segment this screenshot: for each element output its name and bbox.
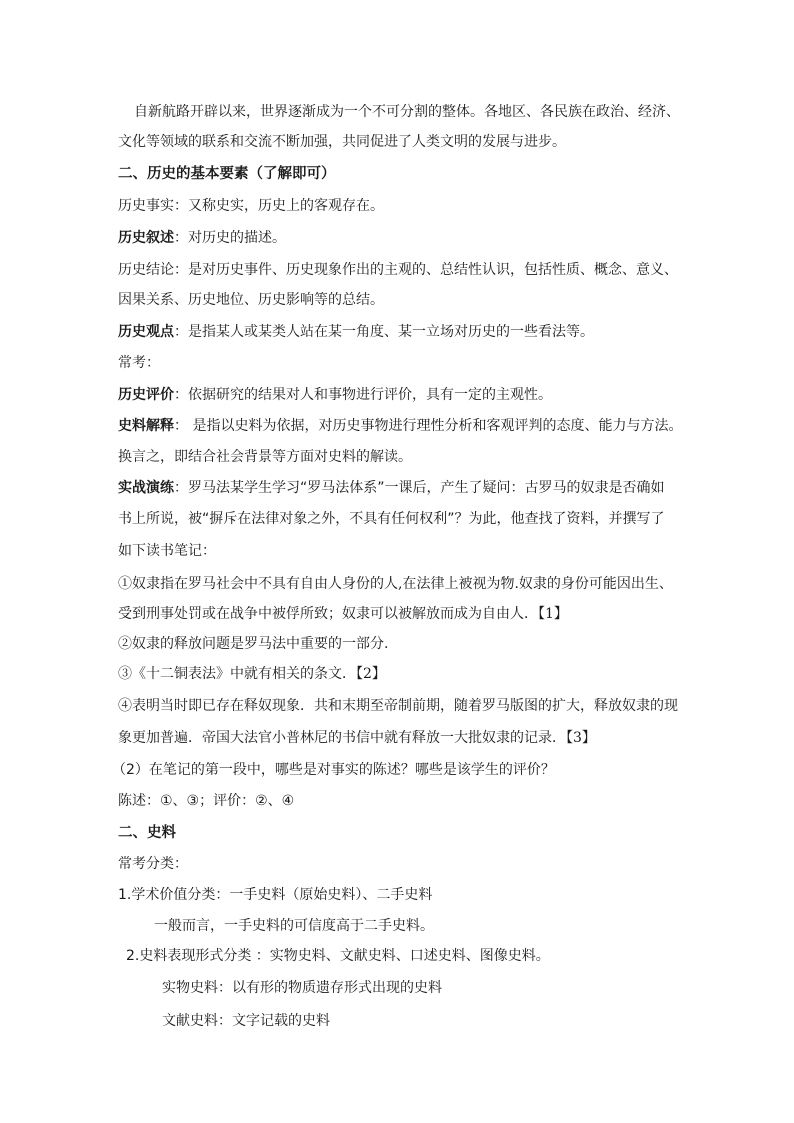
text-evaluation: ：依据研究的结果对人和事物进行评价，具有一定的主观性。 bbox=[174, 387, 552, 403]
paragraph-viewpoint bbox=[118, 322, 594, 342]
paragraph-evaluation bbox=[118, 385, 552, 405]
term-fact: 历史事实 bbox=[118, 198, 174, 214]
note-1-line-1: ①奴隶指在罗马社会中不具有自由人身份的人,在法律上被视为物.奴隶的身份可能因出生、 bbox=[118, 576, 673, 592]
term-viewpoint: 历史观点 bbox=[118, 324, 174, 340]
text-conclusion-1: ：是对历史事件、历史现象作出的主观的、总结性认识，包括性质、概念、意义、 bbox=[174, 262, 678, 278]
exercise-answer: 陈述：①、③；评价：②、④ bbox=[118, 793, 295, 809]
text-interpretation-1: ： 是指以史料为依据，对历史事物进行理性分析和客观评判的态度、能力与方法。 bbox=[174, 418, 683, 434]
paragraph-narrative bbox=[118, 228, 286, 248]
section-heading-sources: 二、史料 bbox=[118, 825, 176, 841]
common-label: 常考： bbox=[118, 355, 160, 371]
text-exercise-1: ：罗马法某学生学习“罗马法体系”一课后，产生了疑问：古罗马的奴隶是否确如 bbox=[174, 480, 665, 496]
paragraph-fact bbox=[118, 196, 384, 216]
sources-item-1-note: 一般而言，一手史料的可信度高于二手史料。 bbox=[154, 918, 434, 934]
text-exercise-3: 如下读书笔记： bbox=[118, 543, 216, 559]
note-1-line-2: 受到刑事处罚或在战争中被俘所致；奴隶可以被解放而成为自由人．【1】 bbox=[118, 606, 568, 622]
intro-line-1: 自新航路开辟以来，世界逐渐成为一个不可分割的整体。各地区、各民族在政治、经济、 bbox=[134, 104, 680, 120]
term-narrative: 历史叙述 bbox=[118, 230, 174, 246]
paragraph-exercise bbox=[118, 478, 665, 498]
sources-item-1: 1.学术价值分类：一手史料（原始史料）、二手史料 bbox=[118, 887, 433, 903]
exercise-question: （2）在笔记的第一段中，哪些是对事实的陈述？哪些是该学生的评价？ bbox=[112, 762, 555, 778]
sources-common-label: 常考分类： bbox=[118, 856, 188, 872]
term-interpretation: 史料解释 bbox=[118, 418, 174, 434]
sources-item-2-sub-2: 文献史料：文字记载的史料 bbox=[162, 1013, 330, 1029]
text-narrative: ：对历史的描述。 bbox=[174, 230, 286, 246]
note-4-line-1: ④表明当时即已存在释奴现象．共和末期至帝制前期，随着罗马版图的扩大，释放奴隶的现 bbox=[118, 698, 678, 714]
term-evaluation: 历史评价 bbox=[118, 387, 174, 403]
section-heading-elements: 二、历史的基本要素（了解即可） bbox=[118, 166, 336, 182]
note-3: ③《十二铜表法》中就有相关的条文．【2】 bbox=[118, 666, 386, 682]
sources-item-2-sub-1: 实物史料：以有形的物质遗存形式出现的史料 bbox=[162, 980, 442, 996]
term-exercise: 实战演练 bbox=[118, 480, 174, 496]
text-fact: ：又称史实，历史上的客观存在。 bbox=[174, 198, 384, 214]
note-4-line-2: 象更加普遍．帝国大法官小普林尼的书信中就有释放一大批奴隶的记录．【3】 bbox=[118, 730, 596, 746]
intro-line-2: 文化等领域的联系和交流不断加强，共同促进了人类文明的发展与进步。 bbox=[118, 134, 566, 150]
paragraph-interpretation bbox=[118, 416, 682, 436]
text-viewpoint: ：是指某人或某类人站在某一角度、某一立场对历史的一些看法等。 bbox=[174, 324, 594, 340]
note-2: ②奴隶的释放问题是罗马法中重要的一部分. bbox=[118, 636, 389, 652]
paragraph-conclusion bbox=[118, 260, 678, 280]
term-conclusion: 历史结论 bbox=[118, 262, 174, 278]
text-exercise-2: 书上所说，被“摒斥在法律对象之外，不具有任何权利”？为此，他查找了资料，并撰写了 bbox=[118, 511, 665, 527]
text-interpretation-2: 换言之，即结合社会背景等方面对史料的解读。 bbox=[118, 449, 412, 465]
text-conclusion-2: 因果关系、历史地位、历史影响等的总结。 bbox=[118, 292, 384, 308]
sources-item-2: 2.史料表现形式分类 ：实物史料、文献史料、口述史料、图像史料。 bbox=[126, 948, 550, 964]
